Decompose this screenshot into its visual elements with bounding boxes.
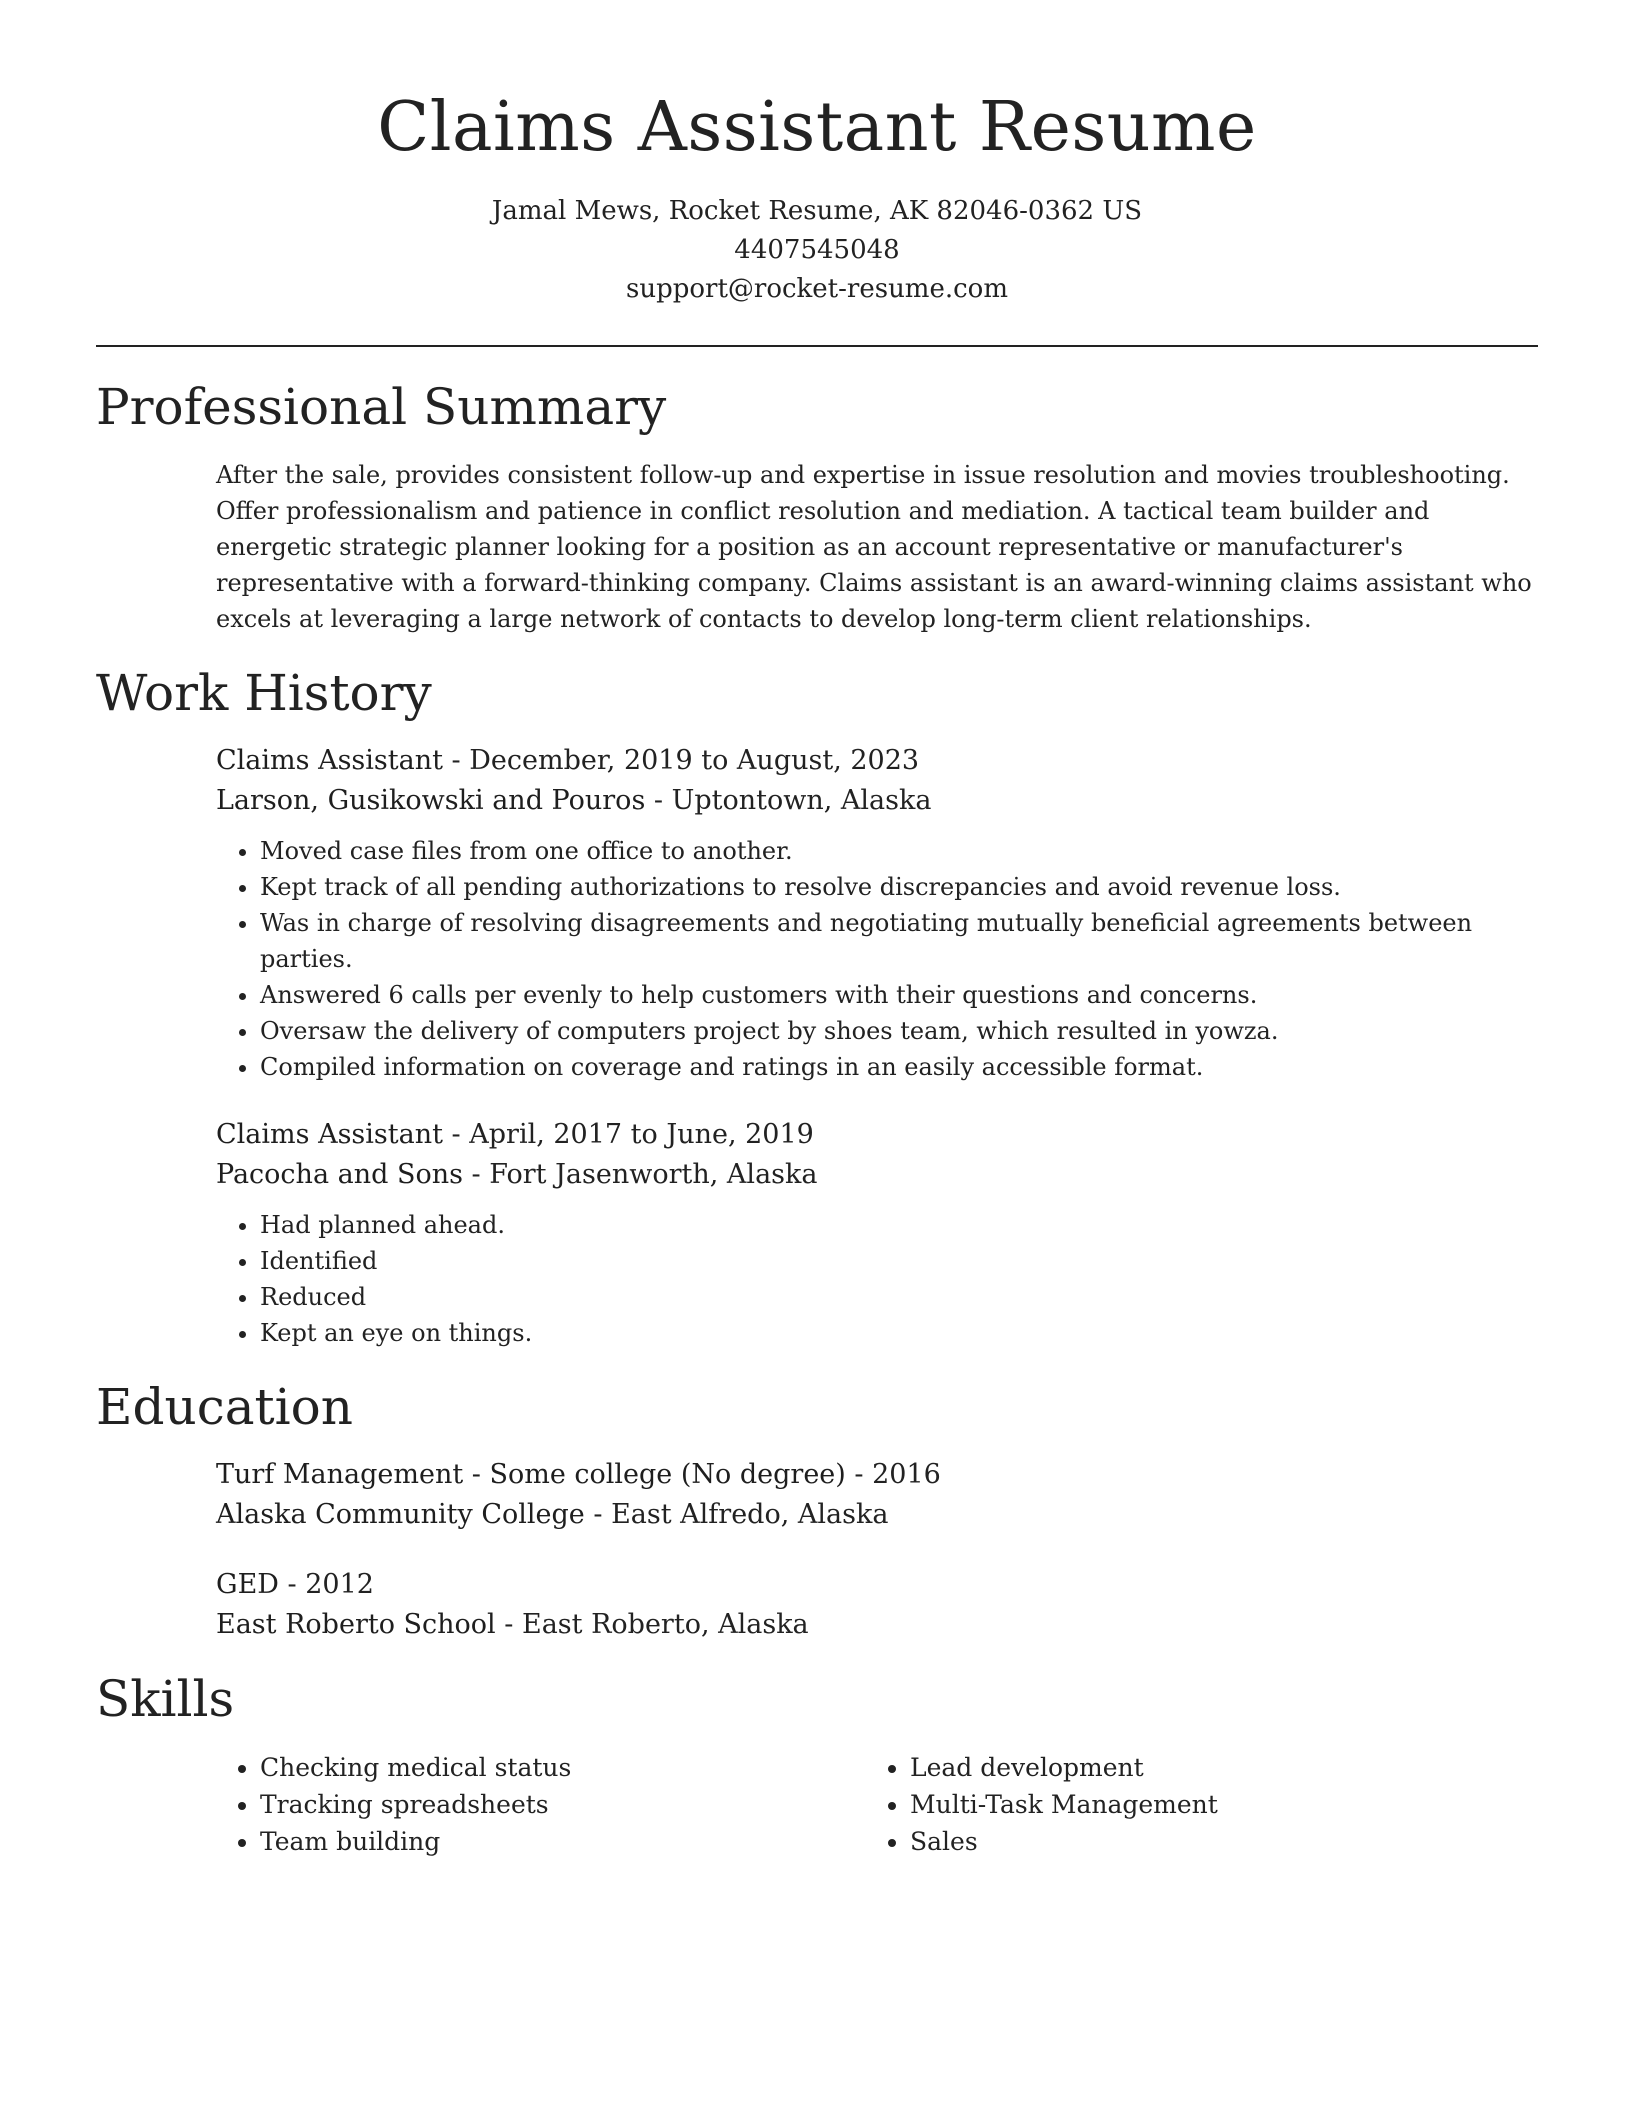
summary-heading: Professional Summary xyxy=(96,378,667,436)
degree-name: Turf Management - Some college (No degree) xyxy=(216,1459,846,1490)
list-item: • Was in charge of resolving disagreements and negotiating mutually beneficial agreements between parties. xyxy=(260,905,1500,977)
skill-item: • Multi-Task Management xyxy=(910,1786,1516,1823)
list-item: • Identified xyxy=(260,1243,1500,1279)
skills-grid xyxy=(216,1749,1538,1860)
job-entry xyxy=(216,741,1538,1085)
resume-header xyxy=(96,0,1538,309)
degree-year: - 2016 xyxy=(845,1459,941,1490)
education-heading: Education xyxy=(96,1378,353,1436)
skills-list xyxy=(216,1749,866,1860)
list-item: • Compiled information on coverage and ratings in an easily accessible format. xyxy=(260,1049,1500,1085)
page-title: Claims Assistant Resume xyxy=(377,88,1257,167)
job-location: - Uptontown, Alaska xyxy=(645,785,932,816)
skill-item: • Tracking spreadsheets xyxy=(260,1786,866,1823)
resume-page xyxy=(96,0,1538,1860)
contact-phone: 4407545048 xyxy=(734,235,900,265)
degree-line xyxy=(216,1455,1538,1495)
degree-name: GED xyxy=(216,1569,279,1600)
job-title: Claims Assistant xyxy=(216,1119,443,1150)
job-duties-list xyxy=(216,833,1500,1085)
education-entry xyxy=(216,1455,1538,1535)
skills-list xyxy=(866,1749,1516,1860)
school-line xyxy=(216,1495,1538,1535)
list-item: • Had planned ahead. xyxy=(260,1207,1500,1243)
skills-column-right xyxy=(866,1749,1516,1860)
school-name: Alaska Community College xyxy=(216,1499,585,1530)
school-location: - East Alfredo, Alaska xyxy=(584,1499,889,1530)
skill-item: • Team building xyxy=(260,1823,866,1860)
job-dates: - April, 2017 to June, 2019 xyxy=(442,1119,814,1150)
contact-address: Jamal Mews, Rocket Resume, AK 82046-0362 US xyxy=(491,196,1143,226)
job-company-line xyxy=(216,781,1538,821)
job-title-line xyxy=(216,1115,1538,1155)
skills-section xyxy=(96,1667,1538,1860)
list-item: • Kept track of all pending authorizations to resolve discrepancies and avoid revenue loss. xyxy=(260,869,1500,905)
job-location: - Fort Jasenworth, Alaska xyxy=(462,1159,818,1190)
degree-year: - 2012 xyxy=(278,1569,374,1600)
summary-text: After the sale, provides consistent follow-up and expertise in issue resolution and movies troubleshooting. Offer professionalism and patience in conflict resolution and mediation. A tactical team builder and energetic strategic planner looking for a position as an account representative or manufacturer's representative with a forward-thinking company. Claims assistant is an award-winning claims assistant who excels at leveraging a large network of contacts to develop long-term client relationships. xyxy=(216,461,1532,633)
list-item: • Moved case files from one office to another. xyxy=(260,833,1500,869)
list-item: • Oversaw the delivery of computers project by shoes team, which resulted in yowza. xyxy=(260,1013,1500,1049)
job-company: Larson, Gusikowski and Pouros xyxy=(216,785,646,816)
job-title: Claims Assistant xyxy=(216,745,443,776)
skills-heading: Skills xyxy=(96,1670,235,1728)
job-company: Pacocha and Sons xyxy=(216,1159,463,1190)
summary-section xyxy=(96,375,1538,637)
job-dates: - December, 2019 to August, 2023 xyxy=(442,745,920,776)
job-title-line xyxy=(216,741,1538,781)
list-item: • Kept an eye on things. xyxy=(260,1315,1500,1351)
job-duties-list xyxy=(216,1207,1500,1351)
school-name: East Roberto School xyxy=(216,1609,496,1640)
skill-item: • Lead development xyxy=(910,1749,1516,1786)
school-location: - East Roberto, Alaska xyxy=(495,1609,809,1640)
education-section xyxy=(96,1375,1538,1645)
skills-column-left xyxy=(216,1749,866,1860)
work-history-section xyxy=(96,661,1538,1351)
list-item: • Reduced xyxy=(260,1279,1500,1315)
skill-item: • Checking medical status xyxy=(260,1749,866,1786)
header-divider xyxy=(96,345,1538,347)
school-line xyxy=(216,1605,1538,1645)
degree-line xyxy=(216,1565,1538,1605)
list-item: • Answered 6 calls per evenly to help customers with their questions and concerns. xyxy=(260,977,1500,1013)
job-company-line xyxy=(216,1155,1538,1195)
contact-info xyxy=(96,192,1538,309)
skill-item: • Sales xyxy=(910,1823,1516,1860)
contact-email: support@rocket-resume.com xyxy=(625,274,1008,304)
job-entry xyxy=(216,1115,1538,1351)
education-entry xyxy=(216,1565,1538,1645)
work-history-heading: Work History xyxy=(96,664,432,722)
